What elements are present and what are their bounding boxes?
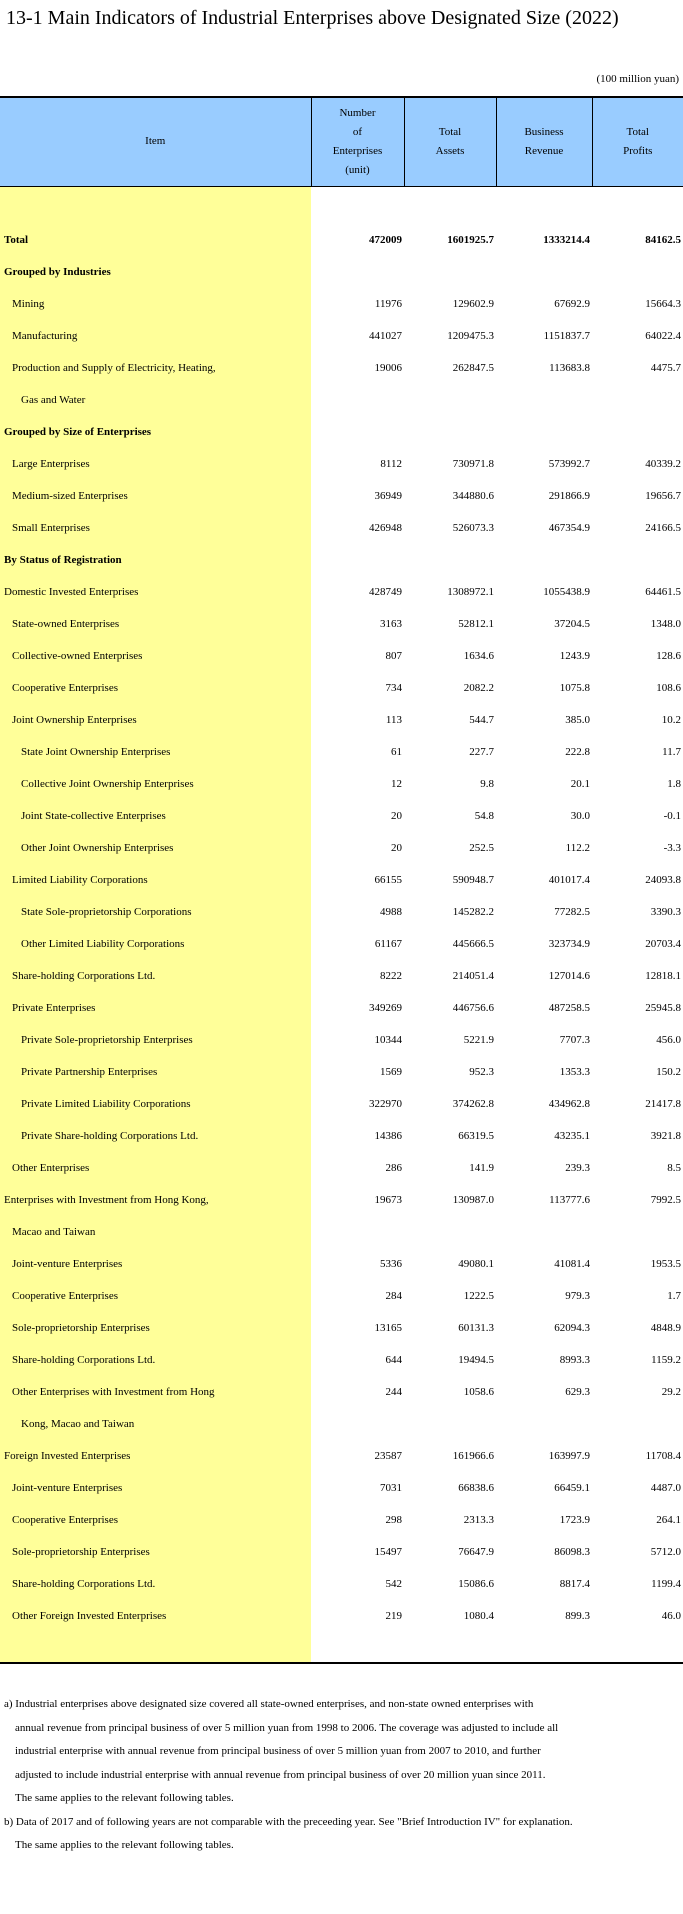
revenue-cell: 1075.8: [559, 682, 590, 694]
revenue-cell: 467354.9: [548, 522, 590, 534]
table-row: [0, 224, 683, 256]
revenue-cell: 1151837.7: [543, 330, 590, 342]
revenue-cell: 1353.3: [559, 1066, 590, 1078]
profits-cell: 10.2: [661, 714, 681, 726]
assets-cell: 130987.0: [452, 1194, 494, 1206]
header-assets-line: Total: [438, 125, 462, 138]
row-label: Private Partnership Enterprises: [0, 1056, 311, 1088]
header-enterprises-line: (unit): [345, 163, 370, 176]
revenue-cell: 77282.5: [554, 906, 590, 918]
enterprises-cell: 1569: [380, 1066, 402, 1078]
revenue-cell: 62094.3: [554, 1322, 590, 1334]
assets-cell: 374262.8: [452, 1098, 494, 1110]
footnote-line: industrial enterprise with annual revenue from principal business of over 5 million yuan from 2007 to 2010, and further: [15, 1745, 541, 1757]
table-row: [0, 992, 683, 1024]
revenue-cell: 8993.3: [559, 1354, 590, 1366]
assets-cell: [404, 544, 496, 576]
revenue-cell: [496, 1408, 592, 1440]
profits-cell: [592, 1408, 683, 1440]
assets-cell: 262847.5: [452, 362, 494, 374]
enterprises-cell: 14386: [374, 1130, 402, 1142]
header-assets: [404, 97, 496, 186]
row-label: Collective-owned Enterprises: [0, 640, 311, 672]
revenue-cell: 1723.9: [559, 1514, 590, 1526]
enterprises-cell: 542: [385, 1578, 402, 1590]
enterprises-cell: 349269: [369, 1002, 402, 1014]
profits-cell: 4487.0: [650, 1482, 681, 1494]
assets-cell: 49080.1: [458, 1258, 494, 1270]
row-label: Manufacturing: [0, 320, 311, 352]
row-label: Mining: [0, 288, 311, 320]
revenue-cell: 222.8: [565, 746, 590, 758]
assets-cell: 19494.5: [458, 1354, 494, 1366]
header-assets-line: Assets: [435, 144, 465, 157]
assets-cell: 1058.6: [463, 1386, 494, 1398]
table-row: [0, 800, 683, 832]
assets-cell: 952.3: [469, 1066, 494, 1078]
enterprises-cell: 441027: [369, 330, 402, 342]
assets-cell: 161966.6: [452, 1450, 494, 1462]
table-row: [0, 1472, 683, 1504]
row-label: Share-holding Corporations Ltd.: [0, 1344, 311, 1376]
header-item-label: Item: [145, 135, 166, 148]
revenue-cell: 66459.1: [554, 1482, 590, 1494]
row-label: Joint-venture Enterprises: [0, 1472, 311, 1504]
row-label: Other Joint Ownership Enterprises: [0, 832, 311, 864]
row-label: Foreign Invested Enterprises: [0, 1440, 311, 1472]
revenue-cell: [496, 544, 592, 576]
row-label: State-owned Enterprises: [0, 608, 311, 640]
unit-label: (100 million yuan): [596, 73, 679, 85]
table-row: [0, 1568, 683, 1600]
assets-cell: 1601925.7: [447, 234, 494, 246]
footnote-line: The same applies to the relevant following tables.: [15, 1839, 234, 1851]
enterprises-cell: 472009: [369, 234, 402, 246]
revenue-cell: 629.3: [565, 1386, 590, 1398]
enterprises-cell: 284: [385, 1290, 402, 1302]
row-label: Cooperative Enterprises: [0, 672, 311, 704]
row-label: Private Sole-proprietorship Enterprises: [0, 1024, 311, 1056]
revenue-cell: 113777.6: [549, 1194, 590, 1206]
profits-cell: 4475.7: [650, 362, 681, 374]
header-enterprises-line: Number: [339, 106, 376, 119]
header-enterprises-line: Enterprises: [332, 144, 383, 157]
assets-cell: 54.8: [474, 810, 494, 822]
enterprises-cell: [311, 544, 404, 576]
row-label: Sole-proprietorship Enterprises: [0, 1536, 311, 1568]
table-row: [0, 1376, 683, 1408]
table-row: [0, 416, 683, 448]
enterprises-cell: 8112: [380, 458, 402, 470]
table-row: [0, 928, 683, 960]
revenue-cell: 67692.9: [554, 298, 590, 310]
enterprises-cell: 8222: [380, 970, 402, 982]
enterprises-cell: 61: [391, 746, 402, 758]
enterprises-cell: 20: [391, 842, 402, 854]
revenue-cell: [496, 416, 592, 448]
revenue-cell: 434962.8: [548, 1098, 590, 1110]
profits-cell: 1.7: [667, 1290, 681, 1302]
row-label: Production and Supply of Electricity, Heating,: [0, 352, 311, 384]
row-label: By Status of Registration: [0, 544, 311, 576]
table-row: [0, 384, 683, 416]
table-row: [0, 960, 683, 992]
assets-cell: 544.7: [469, 714, 494, 726]
table-end-row: [0, 1632, 683, 1663]
revenue-cell: [496, 256, 592, 288]
table-row: [0, 544, 683, 576]
revenue-cell: 1243.9: [559, 650, 590, 662]
profits-cell: 3390.3: [650, 906, 681, 918]
table-body: [0, 186, 683, 1663]
enterprises-cell: [311, 256, 404, 288]
profits-cell: 84162.5: [645, 234, 681, 246]
header-revenue-line: Business: [524, 125, 564, 138]
revenue-cell: 20.1: [570, 778, 590, 790]
assets-cell: 66319.5: [458, 1130, 494, 1142]
assets-cell: 1080.4: [463, 1610, 494, 1622]
profits-cell: 15664.3: [645, 298, 681, 310]
assets-cell: 1308972.1: [447, 586, 494, 598]
enterprises-cell: 15497: [374, 1546, 402, 1558]
row-label: Other Limited Liability Corporations: [0, 928, 311, 960]
assets-cell: 66838.6: [458, 1482, 494, 1494]
table-row: [0, 1216, 683, 1248]
row-label: Gas and Water: [0, 384, 311, 416]
assets-cell: 2082.2: [463, 682, 494, 694]
row-label: Limited Liability Corporations: [0, 864, 311, 896]
enterprises-cell: [311, 416, 404, 448]
header-profits: [592, 97, 683, 186]
header-item: [0, 97, 311, 186]
table-row: [0, 768, 683, 800]
profits-cell: 1953.5: [650, 1258, 681, 1270]
footnote-line: annual revenue from principal business of over 5 million yuan from 1998 to 2006. The coverage was adjusted to include all: [15, 1721, 559, 1734]
profits-cell: 1.8: [667, 778, 681, 790]
table-row: [0, 640, 683, 672]
header-revenue: [496, 97, 592, 186]
revenue-cell: 43235.1: [554, 1130, 590, 1142]
revenue-cell: 113683.8: [549, 362, 590, 374]
table-spacer-row: [0, 186, 683, 224]
table-row: [0, 1440, 683, 1472]
row-label: Enterprises with Investment from Hong Kong,: [0, 1184, 311, 1216]
profits-cell: 8.5: [667, 1162, 681, 1174]
table-row: [0, 1088, 683, 1120]
revenue-cell: 401017.4: [548, 874, 590, 886]
enterprises-cell: 4988: [380, 906, 402, 918]
table-row: [0, 736, 683, 768]
assets-cell: 590948.7: [452, 874, 494, 886]
row-label: Medium-sized Enterprises: [0, 480, 311, 512]
table-row: [0, 1024, 683, 1056]
row-label: Total: [0, 224, 311, 256]
enterprises-cell: 734: [385, 682, 402, 694]
revenue-cell: 385.0: [565, 714, 590, 726]
table-row: [0, 1152, 683, 1184]
table-row: [0, 608, 683, 640]
table-row: [0, 896, 683, 928]
enterprises-cell: 3163: [380, 618, 402, 630]
revenue-cell: 323734.9: [548, 938, 590, 950]
spacer-cell: [0, 1632, 311, 1663]
assets-cell: 141.9: [469, 1162, 494, 1174]
revenue-cell: 127014.6: [548, 970, 590, 982]
profits-cell: [592, 1216, 683, 1248]
assets-cell: 15086.6: [458, 1578, 494, 1590]
assets-cell: [404, 416, 496, 448]
row-label: Joint State-collective Enterprises: [0, 800, 311, 832]
table-row: [0, 864, 683, 896]
row-label: Joint Ownership Enterprises: [0, 704, 311, 736]
profits-cell: 456.0: [656, 1034, 681, 1046]
row-label: Sole-proprietorship Enterprises: [0, 1312, 311, 1344]
enterprises-cell: 428749: [369, 586, 402, 598]
indicators-table: [0, 96, 683, 1664]
spacer-cell: [0, 186, 311, 224]
assets-cell: 214051.4: [452, 970, 494, 982]
row-label: Joint-venture Enterprises: [0, 1248, 311, 1280]
table-row: [0, 704, 683, 736]
profits-cell: 1159.2: [651, 1354, 681, 1366]
assets-cell: 730971.8: [452, 458, 494, 470]
profits-cell: 264.1: [656, 1514, 681, 1526]
revenue-cell: 1333214.4: [543, 234, 590, 246]
assets-cell: 445666.5: [452, 938, 494, 950]
row-label: Share-holding Corporations Ltd.: [0, 960, 311, 992]
profits-cell: 1199.4: [651, 1578, 681, 1590]
profits-cell: -3.3: [663, 842, 681, 854]
profits-cell: 11.7: [662, 746, 681, 758]
header-enterprises-line: of: [352, 125, 363, 138]
footnote-line: a) Industrial enterprises above designated size covered all state-owned enterprises, and non-state owned enterprises with: [4, 1698, 534, 1710]
assets-cell: [404, 1408, 496, 1440]
profits-cell: [592, 544, 683, 576]
profits-cell: 7992.5: [650, 1194, 681, 1206]
header-enterprises: [311, 97, 404, 186]
profits-cell: 3921.8: [650, 1130, 681, 1142]
table-row: [0, 832, 683, 864]
revenue-cell: 979.3: [565, 1290, 590, 1302]
revenue-cell: 573992.7: [548, 458, 590, 470]
enterprises-cell: 113: [385, 714, 402, 726]
footnote-line: b) Data of 2017 and of following years are not comparable with the preceeding year. See "Brief Introduction IV" for explanation.: [4, 1815, 573, 1828]
row-label: State Joint Ownership Enterprises: [0, 736, 311, 768]
row-label: Other Foreign Invested Enterprises: [0, 1600, 311, 1632]
enterprises-cell: 19673: [374, 1194, 402, 1206]
row-label: Kong, Macao and Taiwan: [0, 1408, 311, 1440]
profits-cell: 29.2: [661, 1386, 681, 1398]
page-title: 13-1 Main Indicators of Industrial Enterprises above Designated Size (2022): [6, 7, 619, 29]
profits-cell: 5712.0: [650, 1546, 681, 1558]
revenue-cell: 1055438.9: [543, 586, 590, 598]
revenue-cell: 239.3: [565, 1162, 590, 1174]
assets-cell: 446756.6: [452, 1002, 494, 1014]
row-label: Private Share-holding Corporations Ltd.: [0, 1120, 311, 1152]
assets-cell: 129602.9: [452, 298, 494, 310]
profits-cell: [592, 416, 683, 448]
footnote-line: The same applies to the relevant following tables.: [15, 1792, 234, 1804]
assets-cell: [404, 384, 496, 416]
assets-cell: 1634.6: [463, 650, 494, 662]
table-row: [0, 1184, 683, 1216]
enterprises-cell: 11976: [374, 298, 402, 310]
table-row: [0, 1056, 683, 1088]
revenue-cell: 7707.3: [559, 1034, 590, 1046]
table-row: [0, 512, 683, 544]
table-header: [0, 97, 683, 186]
enterprises-cell: 19006: [374, 362, 402, 374]
table-row: [0, 1504, 683, 1536]
revenue-cell: 112.2: [565, 842, 590, 854]
assets-cell: 76647.9: [458, 1546, 494, 1558]
header-profits-line: Profits: [623, 144, 653, 157]
row-label: Grouped by Size of Enterprises: [0, 416, 311, 448]
enterprises-cell: 10344: [374, 1034, 402, 1046]
profits-cell: 24093.8: [645, 874, 681, 886]
profits-cell: 20703.4: [645, 938, 681, 950]
table-row: [0, 1536, 683, 1568]
enterprises-cell: 36949: [374, 490, 402, 502]
profits-cell: 21417.8: [645, 1098, 681, 1110]
enterprises-cell: 7031: [380, 1482, 402, 1494]
revenue-cell: 37204.5: [554, 618, 590, 630]
row-label: Cooperative Enterprises: [0, 1280, 311, 1312]
assets-cell: 1222.5: [463, 1290, 494, 1302]
row-label: Cooperative Enterprises: [0, 1504, 311, 1536]
profits-cell: 64022.4: [645, 330, 681, 342]
table-row: [0, 288, 683, 320]
table-row: [0, 1280, 683, 1312]
revenue-cell: 899.3: [565, 1610, 590, 1622]
enterprises-cell: 12: [391, 778, 402, 790]
table-row: [0, 1312, 683, 1344]
profits-cell: -0.1: [663, 810, 681, 822]
assets-cell: [404, 1216, 496, 1248]
header-profits-line: Total: [626, 125, 649, 138]
profits-cell: 128.6: [656, 650, 681, 662]
profits-cell: 12818.1: [645, 970, 681, 982]
revenue-cell: 163997.9: [548, 1450, 590, 1462]
profits-cell: 4848.9: [650, 1322, 681, 1334]
table-row: [0, 672, 683, 704]
table-row: [0, 1408, 683, 1440]
assets-cell: [404, 256, 496, 288]
revenue-cell: 30.0: [570, 810, 590, 822]
table-row: [0, 1120, 683, 1152]
header-revenue-line: Revenue: [524, 144, 564, 157]
enterprises-cell: 61167: [374, 938, 402, 950]
profits-cell: 1348.0: [650, 618, 681, 630]
enterprises-cell: [311, 1408, 404, 1440]
revenue-cell: [496, 1216, 592, 1248]
row-label: Macao and Taiwan: [0, 1216, 311, 1248]
revenue-cell: [496, 384, 592, 416]
enterprises-cell: [311, 1216, 404, 1248]
assets-cell: 145282.2: [452, 906, 494, 918]
row-label: State Sole-proprietorship Corporations: [0, 896, 311, 928]
enterprises-cell: 66155: [374, 874, 402, 886]
enterprises-cell: 322970: [369, 1098, 402, 1110]
table-row: [0, 1248, 683, 1280]
enterprises-cell: 644: [385, 1354, 402, 1366]
enterprises-cell: [311, 384, 404, 416]
assets-cell: 2313.3: [463, 1514, 494, 1526]
profits-cell: 64461.5: [645, 586, 681, 598]
revenue-cell: 8817.4: [559, 1578, 590, 1590]
profits-cell: [592, 256, 683, 288]
revenue-cell: 487258.5: [548, 1002, 590, 1014]
assets-cell: 227.7: [469, 746, 494, 758]
row-label: Private Enterprises: [0, 992, 311, 1024]
enterprises-cell: 23587: [374, 1450, 402, 1462]
assets-cell: 252.5: [469, 842, 494, 854]
footnote-line: adjusted to include industrial enterprise with annual revenue from principal business of over 20 million yuan since 2011.: [15, 1768, 546, 1781]
table-row: [0, 1600, 683, 1632]
assets-cell: 344880.6: [452, 490, 494, 502]
enterprises-cell: 20: [391, 810, 402, 822]
assets-cell: 9.8: [480, 778, 494, 790]
profits-cell: [592, 384, 683, 416]
table-row: [0, 576, 683, 608]
enterprises-cell: 298: [385, 1514, 402, 1526]
enterprises-cell: 426948: [369, 522, 402, 534]
table-row: [0, 320, 683, 352]
enterprises-cell: 5336: [380, 1258, 402, 1270]
enterprises-cell: 244: [385, 1386, 402, 1398]
enterprises-cell: 286: [385, 1162, 402, 1174]
row-label: Other Enterprises: [0, 1152, 311, 1184]
row-label: Grouped by Industries: [0, 256, 311, 288]
row-label: Collective Joint Ownership Enterprises: [0, 768, 311, 800]
revenue-cell: 291866.9: [548, 490, 590, 502]
row-label: Domestic Invested Enterprises: [0, 576, 311, 608]
table-row: [0, 480, 683, 512]
assets-cell: 526073.3: [452, 522, 494, 534]
revenue-cell: 86098.3: [554, 1546, 590, 1558]
enterprises-cell: 807: [385, 650, 402, 662]
profits-cell: 40339.2: [645, 458, 681, 470]
profits-cell: 108.6: [656, 682, 681, 694]
assets-cell: 60131.3: [458, 1322, 494, 1334]
profits-cell: 25945.8: [645, 1002, 681, 1014]
profits-cell: 46.0: [661, 1610, 681, 1622]
enterprises-cell: 13165: [374, 1322, 402, 1334]
assets-cell: 1209475.3: [447, 330, 494, 342]
profits-cell: 150.2: [656, 1066, 681, 1078]
row-label: Large Enterprises: [0, 448, 311, 480]
footnotes: [4, 1693, 679, 1858]
profits-cell: 11708.4: [645, 1450, 681, 1462]
revenue-cell: 41081.4: [554, 1258, 590, 1270]
assets-cell: 52812.1: [458, 618, 494, 630]
table-row: [0, 1344, 683, 1376]
table-row: [0, 352, 683, 384]
row-label: Small Enterprises: [0, 512, 311, 544]
table-row: [0, 256, 683, 288]
row-label: Private Limited Liability Corporations: [0, 1088, 311, 1120]
enterprises-cell: 219: [385, 1610, 402, 1622]
assets-cell: 5221.9: [463, 1034, 494, 1046]
row-label: Other Enterprises with Investment from Hong: [0, 1376, 311, 1408]
row-label: Share-holding Corporations Ltd.: [0, 1568, 311, 1600]
profits-cell: 19656.7: [645, 490, 681, 502]
profits-cell: 24166.5: [645, 522, 681, 534]
table-row: [0, 448, 683, 480]
